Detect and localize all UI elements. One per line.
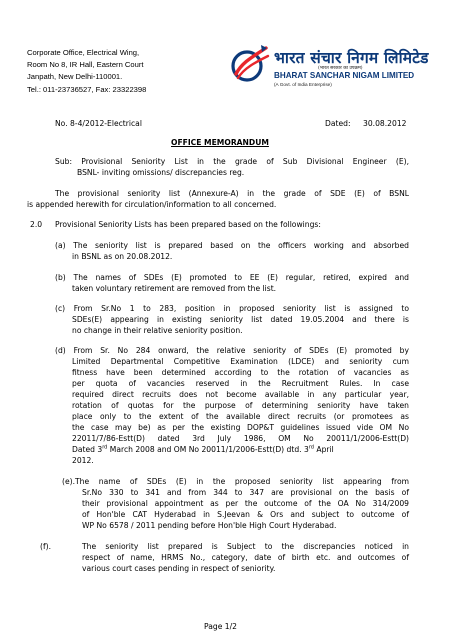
clause-f-line: The seniority list prepared is Subject to the discrepancies noticed in xyxy=(82,542,409,551)
clause-d-line: the case may be) as per the existing DOP&T guidelines issued vide OM No xyxy=(72,423,409,432)
clause-f-line: respect of name, HRMS No., category, date of birth etc. and outcomes of xyxy=(82,553,409,562)
clause-d-line: rotation of quotas for the purpose of determining seniority have taken xyxy=(72,401,409,410)
ordinal-suffix: rd xyxy=(102,444,108,451)
clause-d-text: Dated 3 xyxy=(72,445,103,454)
address-line: Room No 8, IR Hall, Eastern Court xyxy=(27,60,144,70)
company-name-english: BHARAT SANCHAR NIGAM LIMITED xyxy=(274,71,415,80)
dated-label: Dated: xyxy=(325,119,351,128)
bsnl-logo xyxy=(226,42,436,102)
clause-b-line: taken voluntary retirement are removed from the list. xyxy=(72,284,277,293)
clause-d-line: per quota of vacancies reserved in the Recruitment Rules. In case xyxy=(72,379,409,388)
clause-e-line: of Hon'ble CAT Hyderabad in S.Jeevan & Ors and subject to outcome of xyxy=(82,510,409,519)
intro-line: is appended herewith for circulation/information to all concerned. xyxy=(27,200,277,209)
clause-f-line: various court cases pending in respect of seniority. xyxy=(82,564,276,573)
clause-c-line: no change in their relative seniority position. xyxy=(72,326,243,335)
company-tagline-english: (A Govt. of India Enterprise) xyxy=(274,82,332,87)
office-address xyxy=(27,47,227,96)
subject-line: BSNL- inviting omissions/ discrepancies reg. xyxy=(77,168,245,177)
clause-f-label: (f). xyxy=(40,542,52,551)
address-line: Janpath, New Delhi-110001. xyxy=(27,72,123,82)
reference-number: No. 8-4/2012-Electrical xyxy=(55,119,142,128)
clause-d-line xyxy=(72,445,334,456)
dated-value: 30.08.2012 xyxy=(363,119,407,128)
section-heading: Provisional Seniority Lists has been prepared based on the followings: xyxy=(55,220,321,229)
clause-e-line: (e).The name of SDEs (E) in the proposed seniority list appearing from xyxy=(62,477,409,486)
clause-c-line: (c) From Sr.No 1 to 283, position in proposed seniority list is assigned to xyxy=(55,304,409,313)
clause-d-line: (d) From Sr. No 284 onward, the relative seniority of SDEs (E) promoted by xyxy=(55,346,409,355)
clause-d-text: March 2008 and OM No 20011/1/2006-Estt(D) dtd. 3 xyxy=(107,445,309,454)
clause-e-line: Sr.No 330 to 341 and from 344 to 347 are provisional on the basis of xyxy=(82,488,409,497)
ordinal-suffix: rd xyxy=(308,444,314,451)
clause-d-line: 22011/7/86-Estt(D) dated 3rd July 1986, OM No 20011/1/2006-Estt(D) xyxy=(72,434,409,443)
clause-a-line: (a) The seniority list is prepared based on the officers working and absorbed xyxy=(55,241,409,250)
address-line: Corporate Office, Electrical Wing, xyxy=(27,48,140,57)
clause-a-line: in BSNL as on 20.08.2012. xyxy=(72,252,173,261)
page-number: Page 1/2 xyxy=(204,622,238,631)
clause-e-line: WP No 6578 / 2011 pending before Hon'ble High Court Hyderabad. xyxy=(82,521,337,530)
company-name-hindi: भारत संचार निगम लिमिटेड xyxy=(274,49,429,67)
subject-line: Sub: Provisional Seniority List in the grade of Sub Divisional Engineer (E), xyxy=(55,157,409,166)
clause-d-line: required direct recruits does not become available in any particular year, xyxy=(72,390,409,399)
section-number: 2.0 xyxy=(30,220,43,229)
clause-d-text: April xyxy=(313,445,334,454)
clause-b-line: (b) The names of SDEs (E) promoted to EE (E) regular, retired, expired and xyxy=(55,273,409,282)
clause-d-line: 2012. xyxy=(72,456,94,465)
clause-e-line: their provisional appointment as per the outcome of the OA No 314/2009 xyxy=(82,499,409,508)
address-line: Tel.: 011-23736527, Fax: 23322398 xyxy=(27,84,147,94)
clause-d-line: place only to the extent of the available direct recruits (or promotees as xyxy=(72,412,409,421)
company-tagline-hindi: (भारत सरकार का उपक्रम) xyxy=(318,66,363,71)
intro-line: The provisional seniority list (Annexure-A) in the grade of SDE (E) of BSNL xyxy=(55,189,409,198)
memo-title: OFFICE MEMORANDUM xyxy=(171,138,269,147)
clause-c-line: SDEs(E) appearing in existing seniority list dated 19.05.2004 and there is xyxy=(72,315,409,324)
clause-d-line: Limited Departmental Competitive Examination (LDCE) and seniority cum xyxy=(72,357,409,366)
clause-d-line: fitness have been determined according to the rotation of vacancies as xyxy=(72,368,409,377)
bsnl-logo-icon xyxy=(226,42,272,88)
